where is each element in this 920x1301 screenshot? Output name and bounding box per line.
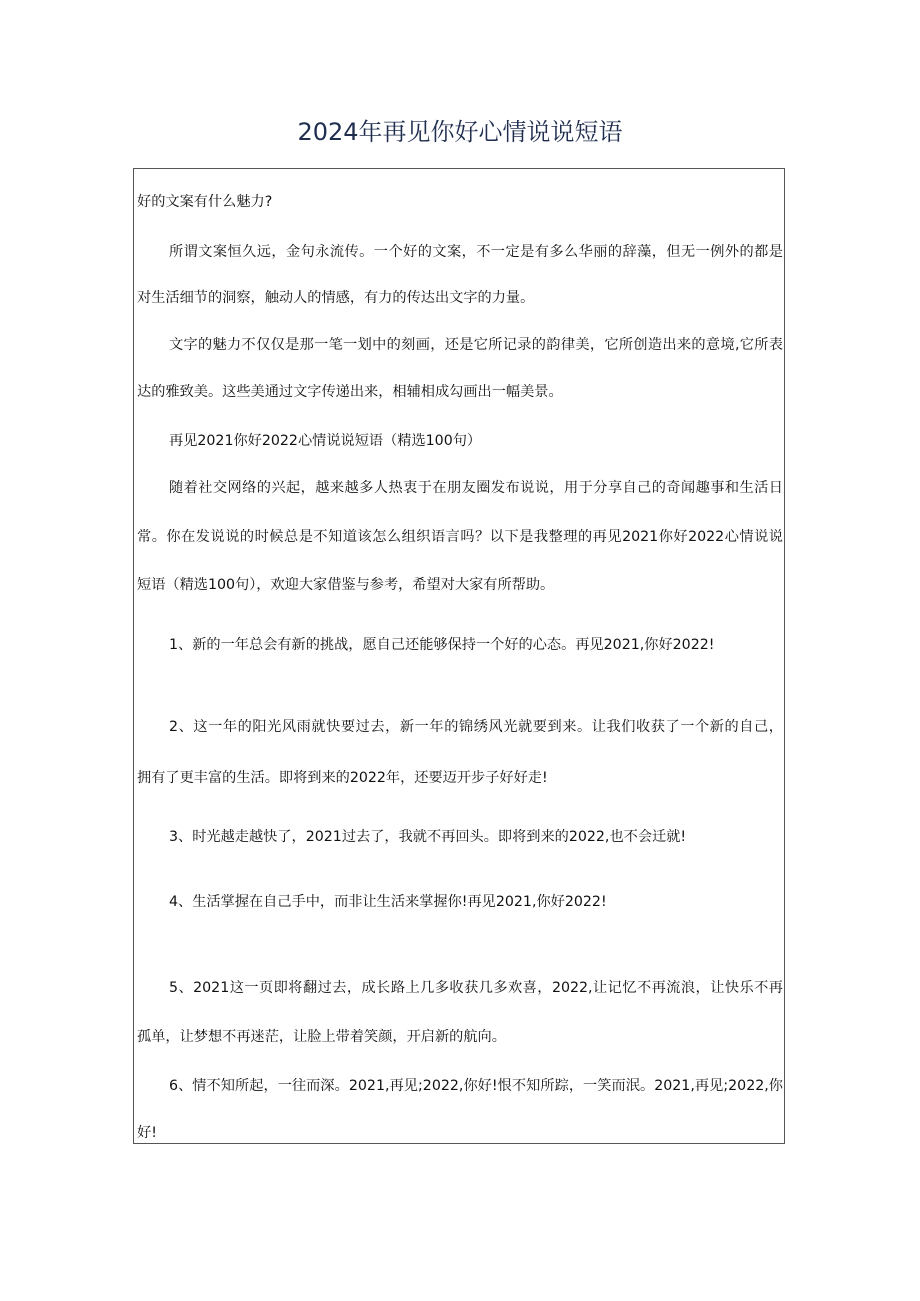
- list-item: 3、时光越走越快了，2021过去了，我就不再回头。即将到来的2022,也不会迁就!: [169, 829, 687, 845]
- list-item-continuation: 好!: [137, 1125, 157, 1141]
- paragraph-line: 短语（精选100句），欢迎大家借鉴与参考，希望对大家有所帮助。: [137, 577, 555, 593]
- list-item: 2、这一年的阳光风雨就快要过去，新一年的锦绣风光就要到来。让我们收获了一个新的自己，: [169, 719, 783, 735]
- paragraph-line: 好的文案有什么魅力?: [137, 194, 273, 210]
- list-item: 5、2021这一页即将翻过去，成长路上几多收获几多欢喜，2022,让记忆不再流浪，让快乐不再: [169, 980, 783, 996]
- paragraph-line: 所谓文案恒久远，金句永流传。一个好的文案，不一定是有多么华丽的辞藻，但无一例外的都是: [169, 244, 783, 260]
- paragraph-line: 达的雅致美。这些美通过文字传递出来，相辅相成勾画出一幅美景。: [137, 384, 563, 400]
- paragraph-line: 文字的魅力不仅仅是那一笔一划中的刻画，还是它所记录的韵律美，它所创造出来的意境,它所表: [169, 337, 783, 353]
- section-heading: 再见2021你好2022心情说说短语（精选100句）: [169, 433, 482, 449]
- paragraph-line: 常。你在发说说的时候总是不知道该怎么组织语言吗？以下是我整理的再见2021你好2022心情说说: [137, 529, 783, 545]
- list-item: 4、生活掌握在自己手中，而非让生活来掌握你!再见2021,你好2022!: [169, 894, 607, 910]
- list-item: 1、新的一年总会有新的挑战，愿自己还能够保持一个好的心态。再见2021,你好2022!: [169, 637, 715, 653]
- list-item: 6、情不知所起，一往而深。2021,再见;2022,你好!恨不知所踪，一笑而泯。2021,再见;2022,你: [169, 1078, 783, 1094]
- paragraph-line: 对生活细节的洞察，触动人的情感，有力的传达出文字的力量。: [137, 290, 535, 306]
- document-body-box: [133, 168, 785, 1144]
- paragraph-line: 随着社交网络的兴起，越来越多人热衷于在朋友圈发布说说，用于分享自己的奇闻趣事和生活日: [169, 480, 783, 496]
- list-item-continuation: 拥有了更丰富的生活。即将到来的2022年，还要迈开步子好好走!: [137, 770, 548, 786]
- list-item-continuation: 孤单，让梦想不再迷茫，让脸上带着笑颜，开启新的航向。: [137, 1029, 506, 1045]
- document-title: 2024年再见你好心情说说短语: [297, 118, 623, 146]
